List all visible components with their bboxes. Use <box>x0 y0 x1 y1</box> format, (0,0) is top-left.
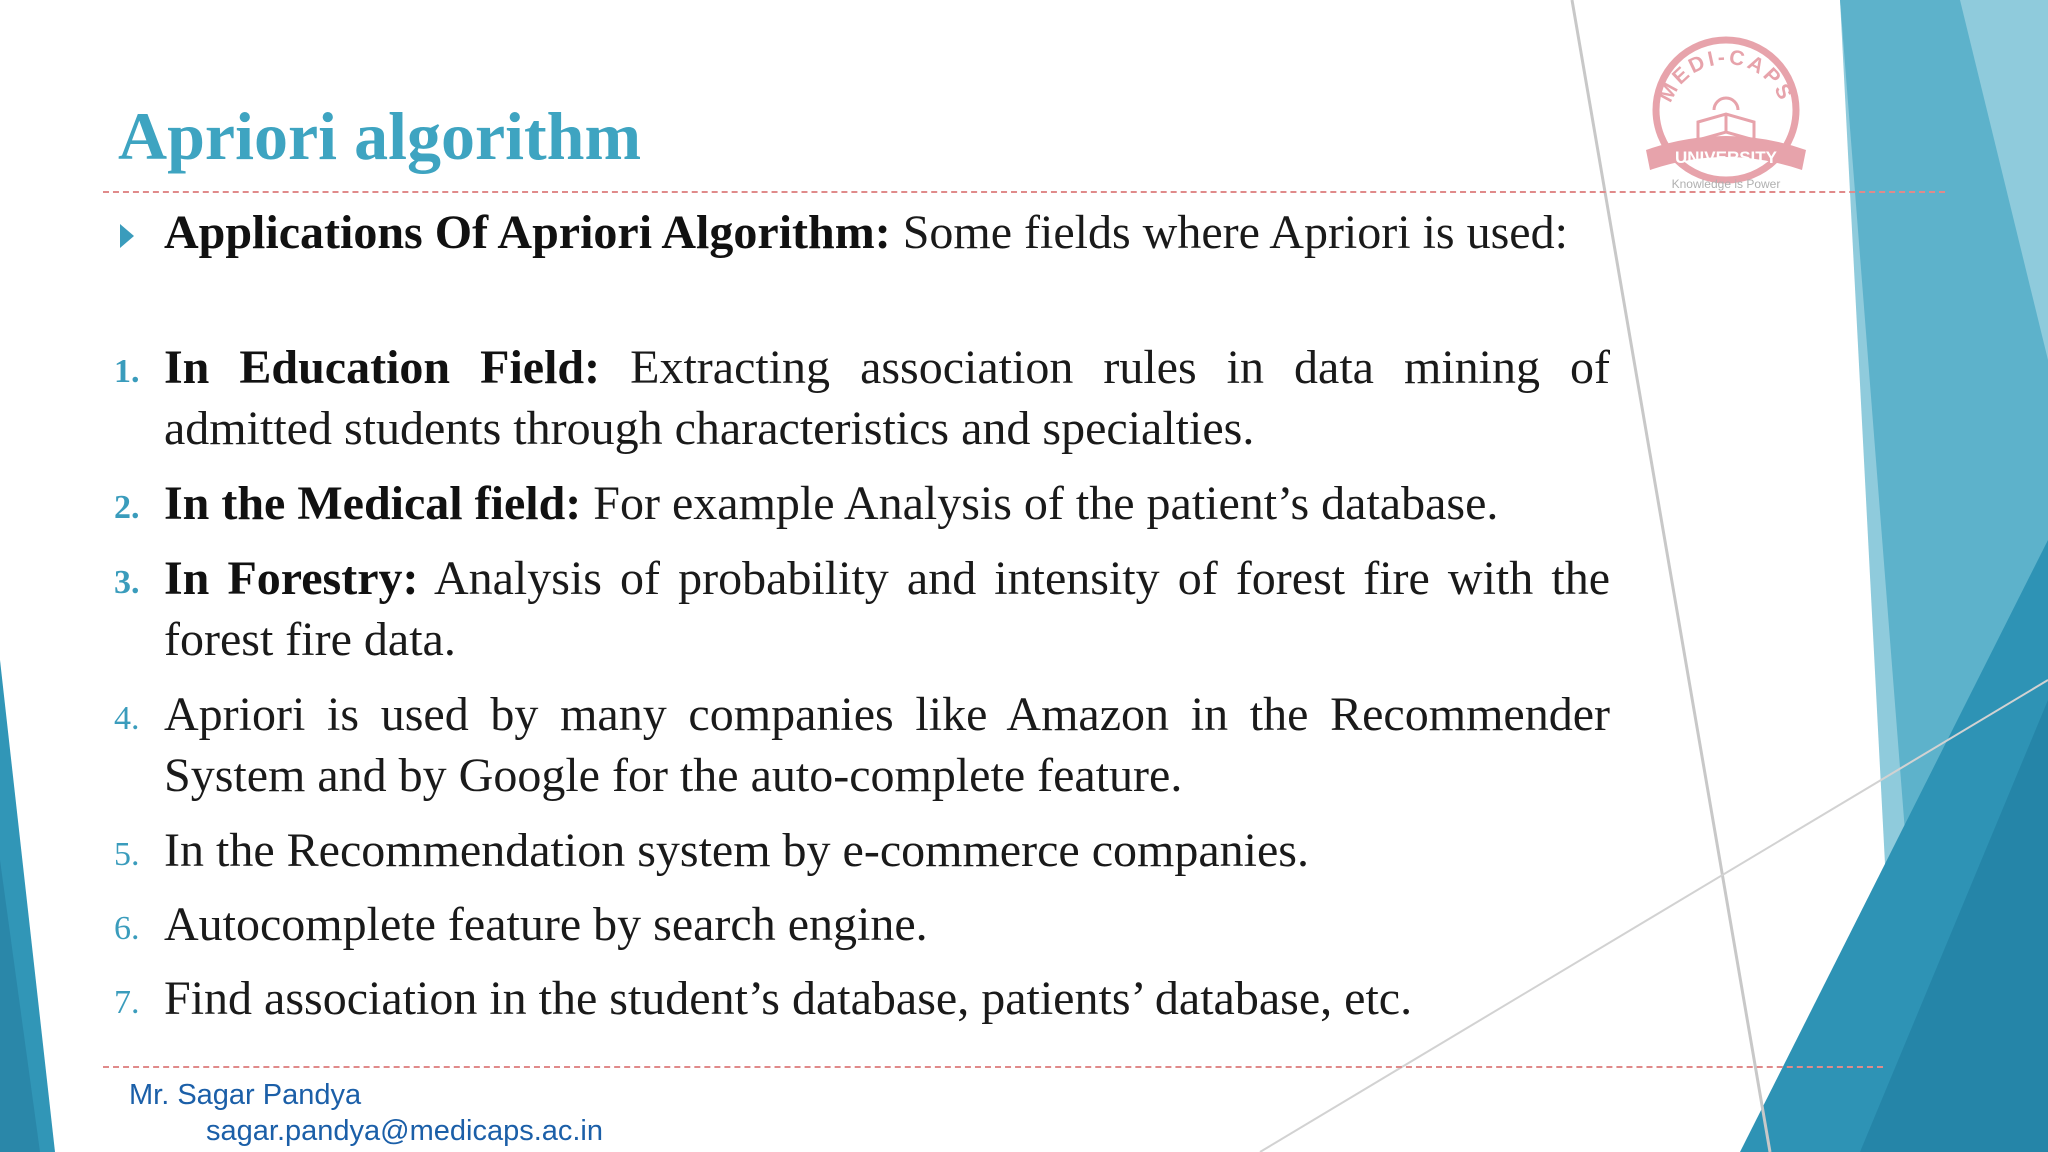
list-number: 2. <box>114 489 140 526</box>
list-item-text: Analysis of probability and intensity of forest fire with the forest fire data. <box>164 552 1610 666</box>
list-item-label: In Forestry: <box>164 552 419 605</box>
intro-text: Some fields where Apriori is used: <box>890 206 1568 259</box>
intro-bullet <box>164 202 1610 263</box>
list-item <box>164 820 1610 881</box>
list-item <box>164 684 1610 806</box>
svg-text:MEDI-CAPS: MEDI-CAPS <box>1654 45 1798 106</box>
list-number: 7. <box>114 984 140 1021</box>
list-item-text: Apriori is used by many companies like Amazon in the Recommender System and by Google for the auto-complete feature. <box>164 688 1610 802</box>
triangle-bullet-icon <box>120 224 134 248</box>
list-number: 6. <box>114 910 140 947</box>
list-item-text: Extracting association rules in data mining of admitted students through characteristics and specialties. <box>164 341 1610 455</box>
list-item-label: In the Medical field: <box>164 477 582 530</box>
list-number: 5. <box>114 836 140 873</box>
list-number: 3. <box>114 564 140 601</box>
list-item <box>164 894 1610 955</box>
slide-title: Apriori algorithm <box>118 98 642 174</box>
list-item-text: In the Recommendation system by e-commerce companies. <box>164 824 1309 877</box>
bottom-divider <box>103 1066 1883 1068</box>
list-number: 1. <box>114 353 140 390</box>
footer-author: Mr. Sagar Pandya <box>129 1079 362 1111</box>
list-item-text: For example Analysis of the patient’s database. <box>581 477 1499 530</box>
svg-text:UNIVERSITY: UNIVERSITY <box>1674 148 1778 167</box>
list-item-label: In Education Field: <box>164 341 601 394</box>
list-item <box>164 337 1610 459</box>
svg-text:Knowledge is Power: Knowledge is Power <box>1671 177 1781 191</box>
intro-label: Applications Of Apriori Algorithm: <box>164 206 891 259</box>
footer-email: sagar.pandya@medicaps.ac.in <box>206 1115 604 1147</box>
list-number: 4. <box>114 700 140 737</box>
list-item-text: Autocomplete feature by search engine. <box>164 898 928 951</box>
list-item <box>164 473 1610 534</box>
list-item-text: Find association in the student’s database, patients’ database, etc. <box>164 972 1413 1025</box>
list-item <box>164 548 1610 670</box>
list-item <box>164 968 1610 1029</box>
